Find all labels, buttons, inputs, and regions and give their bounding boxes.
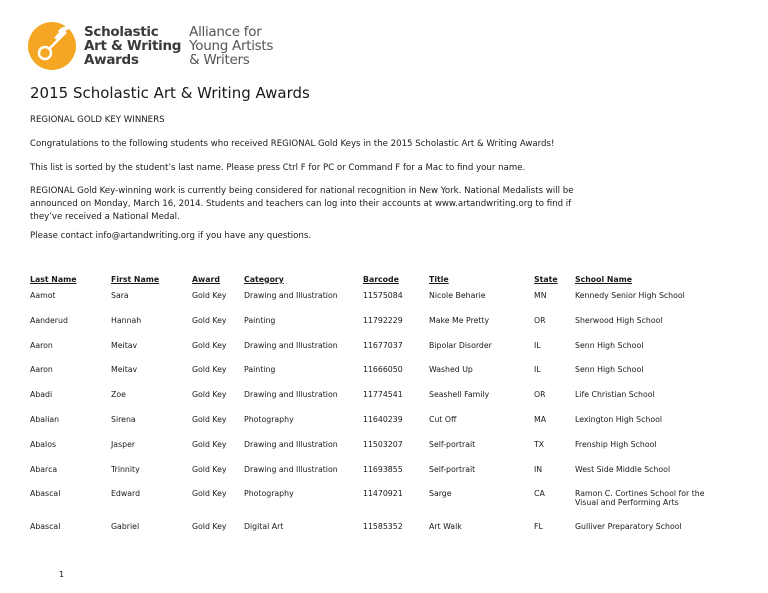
cell-first-name: Gabriel xyxy=(111,522,140,532)
cell-state: MA xyxy=(534,414,547,424)
table-row xyxy=(30,361,705,386)
cell-title: Bipolar Disorder xyxy=(429,340,492,350)
brand-name xyxy=(84,25,181,67)
winners-table xyxy=(30,271,705,543)
cell-first-name: Hannah xyxy=(111,315,142,325)
header-first-name: First Name xyxy=(111,274,160,284)
cell-school-name: Senn High School xyxy=(575,365,644,375)
national-recognition-paragraph: REGIONAL Gold Key-winning work is currently being considered for national recognition in New York. National Medalists will be announced on Monday, March 16, 2014. Students and teachers can log into their accounts at www.artandwriting.org to find if they’ve received a National Medal. xyxy=(30,186,574,222)
cell-title: Nicole Beharie xyxy=(429,291,486,300)
cell-last-name: Abascal xyxy=(30,522,61,532)
cell-first-name: Edward xyxy=(111,489,141,499)
header-last-name: Last Name xyxy=(30,274,77,284)
table-row xyxy=(30,312,705,337)
cell-barcode: 11693855 xyxy=(363,464,403,474)
cell-first-name: Meitav xyxy=(111,340,138,350)
header-award: Award xyxy=(192,274,220,284)
header-state: State xyxy=(534,274,558,284)
header-barcode: Barcode xyxy=(363,274,399,284)
brand-line: Art & Writing xyxy=(84,38,182,54)
cell-category: Painting xyxy=(244,365,276,375)
cell-first-name: Sirena xyxy=(111,414,136,424)
cell-state: MN xyxy=(534,291,547,300)
cell-last-name: Aanderud xyxy=(30,315,68,325)
cell-first-name: Trinnity xyxy=(111,464,140,474)
cell-barcode: 11666050 xyxy=(363,365,403,375)
cell-state: CA xyxy=(534,489,545,499)
alliance-name xyxy=(189,25,273,67)
cell-barcode: 11640239 xyxy=(363,414,403,424)
cell-school-name: Ramon C. Cortines School for the Visual and Performing Arts xyxy=(575,489,705,508)
cell-state: OR xyxy=(534,315,546,325)
cell-title: Self-portrait xyxy=(429,439,476,449)
cell-school-name: Lexington High School xyxy=(575,414,663,424)
cell-award: Gold Key xyxy=(192,464,227,474)
cell-last-name: Aaron xyxy=(30,340,53,350)
cell-first-name: Sara xyxy=(111,291,129,300)
cell-award: Gold Key xyxy=(192,315,227,325)
header-title: Title xyxy=(429,274,449,284)
cell-first-name: Jasper xyxy=(111,439,136,449)
congrats-paragraph: Congratulations to the following students who received REGIONAL Gold Keys in the 2015 Scholastic Art & Writing Awards! xyxy=(30,139,555,149)
instructions-paragraph: This list is sorted by the student’s last name. Please press Ctrl F for PC or Command F for a Mac to find your name. xyxy=(30,163,526,173)
cell-first-name: Meitav xyxy=(111,365,138,375)
brand-line: Scholastic xyxy=(84,24,159,40)
logo xyxy=(28,20,273,72)
cell-category: Drawing and Illustration xyxy=(244,390,338,400)
cell-category: Drawing and Illustration xyxy=(244,291,338,300)
table-row xyxy=(30,411,705,436)
cell-last-name: Abalian xyxy=(30,414,60,424)
cell-school-name: Frenship High School xyxy=(575,439,657,449)
table-row xyxy=(30,461,705,486)
cell-award: Gold Key xyxy=(192,390,227,400)
contact-paragraph: Please contact info@artandwriting.org if you have any questions. xyxy=(30,231,312,241)
cell-award: Gold Key xyxy=(192,489,227,499)
cell-category: Digital Art xyxy=(244,522,284,532)
table-row xyxy=(30,386,705,411)
page-number: 1 xyxy=(59,570,65,579)
cell-state: FL xyxy=(534,522,543,532)
cell-last-name: Abarca xyxy=(30,464,58,474)
key-logo-icon xyxy=(28,22,76,70)
cell-award: Gold Key xyxy=(192,414,227,424)
cell-award: Gold Key xyxy=(192,340,227,350)
table-row xyxy=(30,518,705,543)
cell-barcode: 11792229 xyxy=(363,315,403,325)
cell-state: IL xyxy=(534,340,541,350)
cell-barcode: 11503207 xyxy=(363,439,403,449)
cell-category: Drawing and Illustration xyxy=(244,464,338,474)
cell-title: Art Walk xyxy=(429,522,462,532)
cell-title: Self-portrait xyxy=(429,464,476,474)
cell-category: Photography xyxy=(244,414,294,424)
cell-last-name: Aamot xyxy=(30,291,56,300)
cell-category: Photography xyxy=(244,489,294,499)
cell-barcode: 11585352 xyxy=(363,522,403,532)
brand-line: Awards xyxy=(84,52,139,68)
cell-category: Drawing and Illustration xyxy=(244,340,338,350)
cell-state: OR xyxy=(534,390,546,400)
cell-state: TX xyxy=(534,439,545,449)
cell-title: Washed Up xyxy=(429,365,473,375)
table-row xyxy=(30,436,705,461)
cell-school-name: Sherwood High School xyxy=(575,315,663,325)
cell-last-name: Abadi xyxy=(30,390,53,400)
cell-award: Gold Key xyxy=(192,291,227,300)
cell-school-name: Senn High School xyxy=(575,340,644,350)
header-school-name: School Name xyxy=(575,274,633,284)
alliance-line: Young Artists xyxy=(189,38,274,54)
cell-award: Gold Key xyxy=(192,439,227,449)
cell-title: Sarge xyxy=(429,489,452,499)
cell-state: IN xyxy=(534,464,543,474)
cell-school-name: Gulliver Preparatory School xyxy=(575,522,682,532)
cell-award: Gold Key xyxy=(192,365,227,375)
header-category: Category xyxy=(244,274,284,284)
cell-barcode: 11470921 xyxy=(363,489,403,499)
cell-last-name: Aaron xyxy=(30,365,53,375)
cell-title: Make Me Pretty xyxy=(429,315,490,325)
cell-school-name: West Side Middle School xyxy=(575,464,671,474)
cell-first-name: Zoe xyxy=(111,390,126,400)
cell-title: Seashell Family xyxy=(429,390,490,400)
alliance-line: & Writers xyxy=(189,52,250,68)
table-header-row xyxy=(30,271,705,287)
cell-school-name: Life Christian School xyxy=(575,390,655,400)
cell-category: Drawing and Illustration xyxy=(244,439,338,449)
alliance-line: Alliance for xyxy=(189,24,262,40)
cell-barcode: 11774541 xyxy=(363,390,403,400)
table-row xyxy=(30,485,705,518)
cell-state: IL xyxy=(534,365,541,375)
table-row xyxy=(30,287,705,312)
cell-school-name: Kennedy Senior High School xyxy=(575,291,685,300)
table-row xyxy=(30,337,705,362)
cell-last-name: Abascal xyxy=(30,489,61,499)
cell-category: Painting xyxy=(244,315,276,325)
subtitle: REGIONAL GOLD KEY WINNERS xyxy=(30,115,165,125)
cell-barcode: 11677037 xyxy=(363,340,403,350)
page-title: 2015 Scholastic Art & Writing Awards xyxy=(30,84,310,102)
cell-barcode: 11575084 xyxy=(363,291,403,300)
cell-title: Cut Off xyxy=(429,414,457,424)
cell-award: Gold Key xyxy=(192,522,227,532)
cell-last-name: Abalos xyxy=(30,439,57,449)
